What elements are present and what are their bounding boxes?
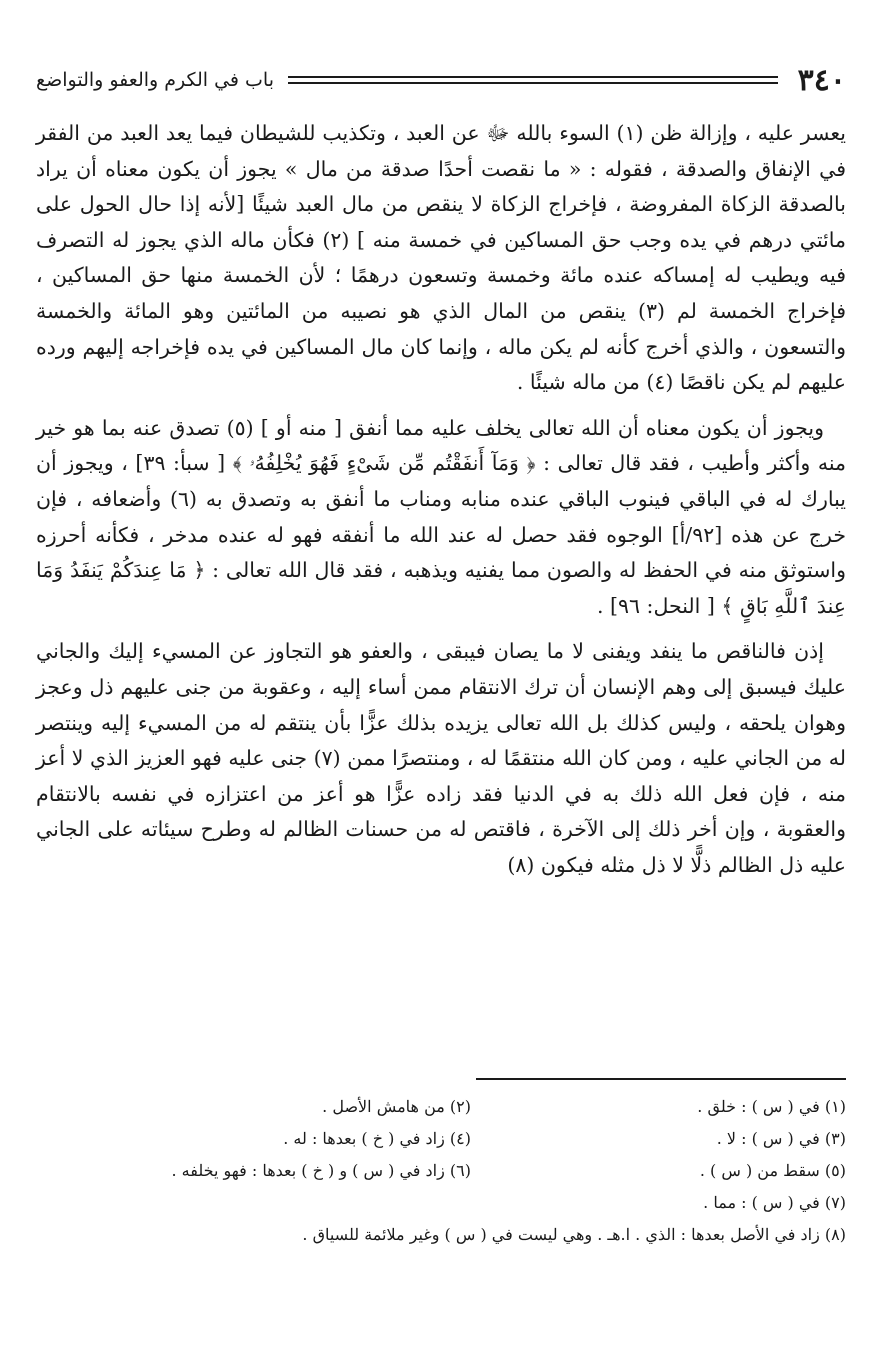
footnotes bbox=[36, 1090, 846, 1250]
main-text bbox=[36, 116, 846, 883]
footnote-2: (٢) من هامش الأصل . bbox=[322, 1096, 471, 1116]
footnote-4: (٤) زاد في ( خ ) بعدها : له . bbox=[283, 1128, 471, 1148]
page-number: ٣٤٠ bbox=[797, 62, 846, 98]
footnote-row bbox=[36, 1122, 846, 1154]
footnote-8: (٨) زاد في الأصل بعدها : الذي . ا.هـ . وهي ليست في ( س ) وغير ملائمة للسياق . bbox=[302, 1224, 846, 1244]
footnote-row bbox=[36, 1186, 846, 1218]
footnote-3: (٣) في ( س ) : لا . bbox=[716, 1128, 846, 1148]
paragraph-1: يعسر عليه ، وإزالة ظن (١) السوء بالله ﷻ عن العبد ، وتكذيب للشيطان فيما يعد العبد من الفقر في الإنفاق والصدقة ، فقوله : « ما نقصت أحدًا صدقة من مال » يجوز أن يكون معناه أن يراد بالصدقة الزكاة المفروضة ، فإخراج الزكاة لا ينقص من مال العبد شيئًا [لأنه إذا حال الحول على مائتي درهم في يده وجب حق المساكين في خمسة منه ] (٢) فكأن ماله الذي يجوز له التصرف فيه ويطيب له إمساكه عنده مائة وخمسة وتسعون درهمًا ؛ لأن الخمسة منها حق المساكين ، فإخراج الخمسة لم (٣) ينقص من المال الذي هو نصيبه من المائتين وهو المائة والخمسة والتسعون ، والذي أخرج كأنه لم يكن ماله ، وإنما كان مال المساكين في يده فإخراجه إليهم ورده عليهم لم يكن ناقصًا (٤) من ماله شيئًا . bbox=[36, 121, 847, 395]
page-header bbox=[36, 60, 846, 100]
footnote-separator bbox=[476, 1078, 846, 1080]
paragraph-3: إذن فالناقص ما ينفد ويفنى لا ما يصان فيبقى ، والعفو هو التجاوز عن المسيء إليك والجاني عليك فيسبق إلى وهم الإنسان أن ترك الانتقام ممن أساء إليه ، وعقوبة من جنى عليهم ذل وعجز وهوان يلحقه ، وليس كذلك بل الله تعالى يزيده بذلك عزًّا بأن ينتقم له من المسيء إليه وينتصر له من الجاني عليه ، ومن كان الله منتقمًا له ، ومنتصرًا ممن (٧) جنى عليه فهو العزيز الذي لا أعز منه ، فإن فعل الله ذلك به في الدنيا فقد زاده عزًّا هو أعز من اعتزازه في نفسه بالانتقام والعقوبة ، وإن أخر ذلك إلى الآخرة ، فاقتص له من حسنات الظالم له وطرح سيئاته على الجاني عليه ذل الظالم ذلًّا لا ذل مثله فيكون (٨) bbox=[36, 639, 846, 877]
header-rule bbox=[288, 76, 778, 84]
footnote-row bbox=[36, 1218, 846, 1250]
paragraph-2: ويجوز أن يكون معناه أن الله تعالى يخلف عليه مما أنفق [ منه أو ] (٥) تصدق عنه بما هو خير منه وأكثر وأطيب ، فقد قال تعالى : ﴿ وَمَآ أَنفَقْتُم مِّن شَىْءٍ فَهُوَ يُخْلِفُهُۥ ﴾ [ سبأ: ٣٩] ، ويجوز أن يبارك له في الباقي فينوب الباقي عنده منابه ومناب ما أنفق به وتصدق به (٦) وأضعافه ، فإن خرج عن هذه [٩٢/أ] الوجوه فقد حصل له عند الله ما أنفقه فهو له عنده مدخر ، فكأنه أحرزه واستوثق منه في الحفظ له والصون مما يفنيه ويذهبه ، فقد قال الله تعالى : ﴿ مَا عِندَكُمْ يَنفَدُ وَمَا عِندَ ٱللَّهِ بَاقٍ ﴾ [ النحل: ٩٦] . bbox=[36, 415, 846, 618]
footnote-7: (٧) في ( س ) : مما . bbox=[703, 1192, 846, 1212]
footnote-5: (٥) سقط من ( س ) . bbox=[699, 1160, 846, 1180]
footnote-1: (١) في ( س ) : خلق . bbox=[697, 1096, 846, 1116]
footnote-row bbox=[36, 1154, 846, 1186]
footnote-row bbox=[36, 1090, 846, 1122]
footnote-6: (٦) زاد في ( س ) و ( خ ) بعدها : فهو يخلفه . bbox=[171, 1160, 471, 1180]
running-title: باب في الكرم والعفو والتواضع bbox=[36, 69, 275, 91]
book-page bbox=[36, 60, 847, 1244]
